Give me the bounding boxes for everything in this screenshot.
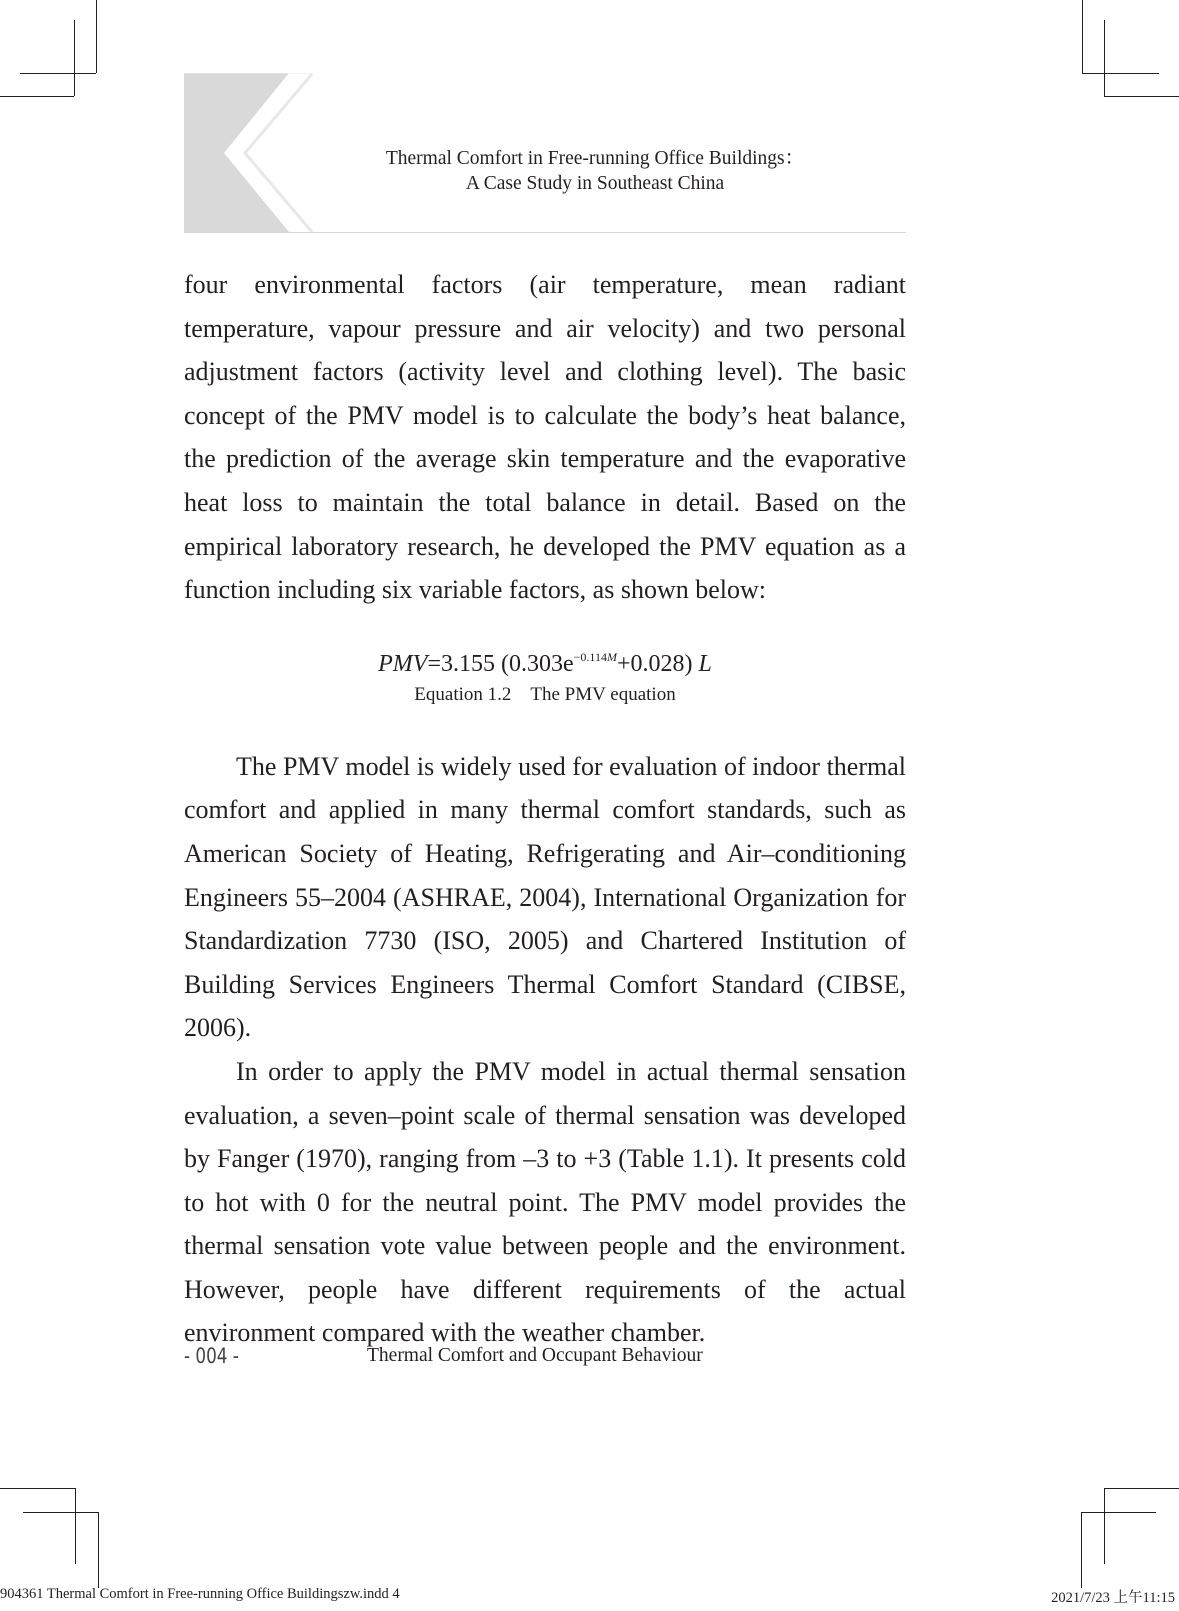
header-title-line2: A Case Study in Southeast China: [465, 173, 725, 194]
crop-mark: [0, 96, 74, 97]
page-number: - 004 -: [184, 1344, 239, 1368]
slug-filename: 904361 Thermal Comfort in Free-running Office Buildingszw.indd 4: [0, 1586, 400, 1602]
header-title-line1: Thermal Comfort in Free-running Office Buildings：: [385, 148, 805, 169]
crop-mark: [1104, 96, 1179, 97]
crop-mark: [20, 73, 96, 74]
crop-mark: [1081, 1512, 1156, 1513]
paragraph: The PMV model is widely used for evaluation of indoor thermal comfort and applied in many thermal comfort standards, such as American Society of Heating, Refrigerating and Air–conditioning Engineers 55–2004 (ASHRAE, 2004), International Organization for Standardization 7730 (ISO, 2005) and Chartered Institution of Building Services Engineers Thermal Comfort Standard (CIBSE, 2006).: [184, 751, 906, 1043]
equation-exponent: [574, 650, 617, 664]
crop-mark: [23, 1512, 98, 1513]
equation-lhs: PMV: [378, 650, 428, 677]
equation: [184, 640, 906, 681]
running-header: [184, 73, 906, 233]
crop-mark: [74, 20, 75, 96]
equation-tail: +0.028): [616, 650, 699, 677]
crop-mark: [96, 0, 97, 73]
crop-mark: [1104, 1488, 1179, 1489]
crop-mark: [98, 1512, 99, 1588]
header-title: [284, 146, 906, 196]
crop-mark: [75, 1488, 76, 1564]
crop-mark: [1104, 1488, 1105, 1564]
exponent-variable: M: [606, 649, 617, 664]
exponent-number: −0.114: [573, 649, 607, 664]
equation-caption: Equation 1.2 The PMV equation: [414, 683, 676, 705]
equation-body: =3.155 (0.303e: [427, 650, 574, 677]
running-footer: Thermal Comfort and Occupant Behaviour: [367, 1345, 703, 1366]
crop-mark: [1082, 0, 1083, 73]
slug-timestamp: 2021/7/23 上午11:15: [1051, 1590, 1175, 1606]
crop-mark: [1082, 73, 1159, 74]
body-text: [184, 263, 906, 1355]
crop-mark: [1104, 20, 1105, 96]
crop-mark: [1081, 1512, 1082, 1588]
crop-mark: [0, 1488, 75, 1489]
equation-variable-l: L: [698, 650, 712, 677]
paragraph: four environmental factors (air temperature, mean radiant temperature, vapour pressure and air velocity) and two personal adjustment factors (activity level and clothing level). The basic concept of the PMV model is to calculate the body’s heat balance, the prediction of the average skin temperature and the evaporative heat loss to maintain the total balance in detail. Based on the empirical laboratory research, he developed the PMV equation as a function including six variable factors, as shown below:: [184, 270, 906, 605]
paragraph: In order to apply the PMV model in actual thermal sensation evaluation, a seven–point scale of thermal sensation was developed by Fanger (1970), ranging from –3 to +3 (Table 1.1). It presents cold to hot with 0 for the neutral point. The PMV model provides the thermal sensation vote value between people and the environment. However, people have different requirements of the actual environment compared with the weather chamber.: [184, 1056, 906, 1348]
